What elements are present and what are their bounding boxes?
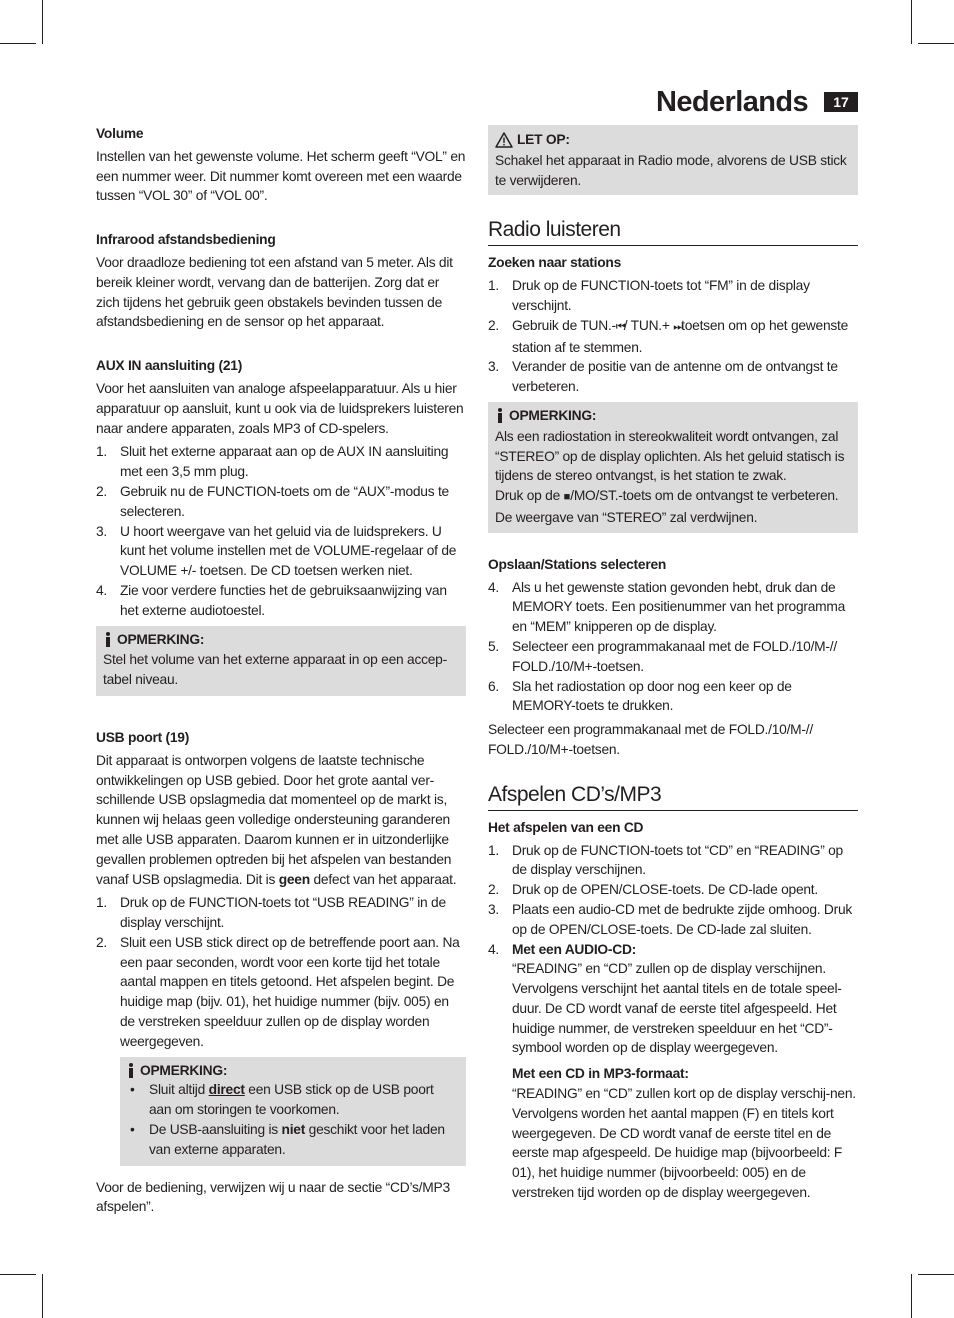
warning-text: Schakel het apparaat in Radio mode, alvorens de USB stick te verwijderen. (495, 152, 847, 188)
crop-mark (918, 43, 954, 44)
store-heading: Opslaan/Stations selecteren (488, 556, 667, 572)
page-language-title: Nederlands (656, 86, 808, 118)
usb-footer-text: Voor de bediening, verwijzen wij u naar de sectie “CD’s/MP3 afspelen”. (96, 1179, 450, 1215)
cd-steps (488, 841, 858, 1059)
skip-back-icon: ⏮ (615, 320, 624, 333)
store-footer-text: Selecteer een programmakanaal met de FOLD./10/M-// FOLD./10/M+-toetsen. (488, 722, 813, 757)
aux-note-box (96, 626, 466, 696)
crop-mark (42, 0, 43, 44)
radio-section-title: Radio luisteren (488, 217, 858, 246)
infrared-text: Voor draadloze bediening tot een afstand van 5 meter. Als dit bereik kleiner wordt, vervang dan de batterijen. Zorg dat er zich tijdens het gebruik geen obstakels bevinden tussen de afstandsbediening en de sensor op het apparaat. (96, 254, 453, 330)
crop-mark (0, 1274, 36, 1275)
note-title: OPMERKING: (117, 631, 205, 647)
warning-title: LET OP: (517, 132, 570, 147)
search-steps (488, 276, 858, 397)
note-text: Druk op de ■/MO/ST.-toets om de ontvangst te verbeteren. De weergave van “STEREO” zal verdwijnen. (495, 488, 839, 525)
list-item: 2. Sluit een USB stick direct op de betreffende poort aan. Na een paar seconden, wordt voor een korte tijd het totale aantal mappen en titels getoond. Het afspelen begint. De huidige map (bijv. 01), het huidige nummer (bijv. 005) en de verstreken speelduur zullen op de display worden weergegeven. (96, 934, 460, 1049)
list-item: 6. Sla het radiostation op door nog een keer op de MEMORY-toets te drukken. (488, 678, 792, 714)
note-text: Als een radiostation in stereokwaliteit wordt ontvangen, zal “STEREO” op de display oplichten. Als het geluid statisch is tijdens de stereo ontvangst, is het station te zwak. (495, 428, 845, 484)
info-icon (126, 1063, 136, 1078)
list-item: • De USB-aansluiting is niet geschikt voor het laden van externe apparaten. (126, 1120, 458, 1160)
search-heading: Zoeken naar stations (488, 255, 622, 271)
list-item: 4. Met een AUDIO-CD: “READING” en “CD” zullen op de display verschijnen. Vervolgens verschijnt het aantal titels en de totale speel-duur. De CD wordt vanaf de eerste titel afgespeeld. Het huidige nummer, de verstreken speelduur en het “CD”-symbool worden op de display weergegeven. (488, 941, 842, 1056)
crop-mark (918, 1274, 954, 1275)
list-item: 1. Druk op de FUNCTION-toets tot “CD” en “READING” op de display verschijnen. (488, 842, 843, 878)
list-item: 5. Selecteer een programmakanaal met de FOLD./10/M-// FOLD./10/M+-toetsen. (488, 638, 837, 674)
list-item: 3. Plaats een audio-CD met de bedrukte zijde omhoog. Druk op de OPEN/CLOSE-toets. De CD-lade zal sluiten. (488, 901, 853, 937)
mp3-text: “READING” en “CD” zullen kort op de display verschij-nen. Vervolgens worden het aantal mappen (F) en titels kort weergegeven. De CD wordt vanaf de eerste titel en de eerste map afgespeeld. De huidige map (bijvoorbeeld: F 01), het huidige nummer (bijvoorbeeld: 005) en de verstreken tijd worden op de display weergegeven. (512, 1086, 856, 1201)
list-item: 3. U hoort weergave van het geluid via de luidsprekers. U kunt het volume instellen met de VOLUME-regelaar of de VOLUME +/- toetsen. De CD toetsen werken niet. (96, 523, 457, 579)
usb-note-box (120, 1057, 466, 1166)
crop-mark (911, 0, 912, 44)
radio-note-box (488, 402, 858, 533)
usb-note-bullets (126, 1080, 458, 1159)
list-item: 4. Als u het gewenste station gevonden hebt, druk dan de MEMORY toets. Een positienummer van het programma en “MEM” knipperen op de display. (488, 579, 846, 635)
left-column (96, 124, 466, 1217)
list-item: 4. Zie voor verdere functies het de gebruiksaanwijzing van het externe audiotoestel. (96, 582, 447, 618)
list-item: 2. Gebruik de TUN.-⏮/ TUN.+ ⏭toetsen om op het gewenste station af te stemmen. (488, 317, 849, 355)
note-title: OPMERKING: (140, 1062, 228, 1078)
store-steps (488, 578, 858, 717)
note-title: OPMERKING: (509, 407, 597, 423)
crop-mark (911, 1274, 912, 1318)
list-item: 2. Druk op de OPEN/CLOSE-toets. De CD-lade opent. (488, 882, 818, 898)
warning-box (488, 125, 858, 195)
info-icon (495, 408, 505, 423)
skip-forward-icon: ⏭ (673, 320, 682, 333)
usb-text: Dit apparaat is ontworpen volgens de laatste technische ontwikkelingen op USB gebied. Door het grote aantal ver-schillende USB opslagmedia dat momenteel op de markt is, kunnen wij helaas geen volledige ondersteuning garanderen met alle USB apparaten. Daarom kunnen er in uitzonderlijke gevallen problemen optreden bij het afspelen van bestanden vanaf USB opslagmedia. Dit is geen defect van het apparaat. (96, 752, 457, 887)
list-item: 1. Druk op de FUNCTION-toets tot “FM” in de display verschijnt. (488, 278, 810, 313)
crop-mark (0, 43, 36, 44)
list-item: • Sluit altijd direct een USB stick op de USB poort aan om storingen te voorkomen. (126, 1080, 458, 1120)
volume-text: Instellen van het gewenste volume. Het scherm geeft “VOL” en een nummer weer. Dit nummer komt overeen met een waarde tussen “VOL 30” of “VOL 00”. (96, 148, 466, 204)
audio-cd-heading: Met een AUDIO-CD: (512, 941, 637, 957)
mp3-heading: Met een CD in MP3-formaat: (512, 1066, 689, 1082)
info-icon (103, 632, 113, 647)
list-item: 1. Druk op de FUNCTION-toets tot “USB READING” in de display verschijnt. (96, 895, 446, 931)
page-header (488, 84, 858, 120)
warning-icon (495, 132, 513, 148)
usb-heading: USB poort (19) (96, 729, 190, 745)
stop-icon: ■ (563, 491, 571, 504)
infrared-heading: Infrarood afstandsbediening (96, 232, 276, 248)
audio-cd-text: “READING” en “CD” zullen op de display verschijnen. Vervolgens verschijnt het aantal titels en de totale speel-duur. De CD wordt vanaf de eerste titel afgespeeld. Het huidige nummer, de verstreken speelduur en het “CD”-symbool worden op de display weergegeven. (512, 961, 842, 1056)
note-text: Stel het volume van het externe apparaat in op een accep-tabel niveau. (103, 652, 447, 688)
cd-section-title: Afspelen CD’s/MP3 (488, 782, 858, 811)
right-column (488, 125, 858, 1203)
usb-steps (96, 893, 466, 1051)
aux-heading: AUX IN aansluiting (21) (96, 358, 243, 374)
list-item: 2. Gebruik nu de FUNCTION-toets om de “AUX”-modus te selecteren. (96, 483, 449, 519)
page-number: 17 (824, 92, 858, 112)
crop-mark (42, 1274, 43, 1318)
volume-heading: Volume (96, 126, 144, 141)
list-item: 3. Verander de positie van de antenne om de ontvangst te verbeteren. (488, 359, 838, 395)
list-item: 1. Sluit het externe apparaat aan op de AUX IN aansluiting met een 3,5 mm plug. (96, 444, 449, 480)
cd-play-heading: Het afspelen van een CD (488, 819, 644, 835)
aux-steps (96, 442, 466, 620)
aux-text: Voor het aansluiten van analoge afspeelapparatuur. Als u hier apparatuur op aansluit, kunt u ook via de luidsprekers luisteren naar andere apparaten, zoals MP3 of CD-spelers. (96, 380, 464, 436)
mp3-block (488, 1064, 858, 1203)
